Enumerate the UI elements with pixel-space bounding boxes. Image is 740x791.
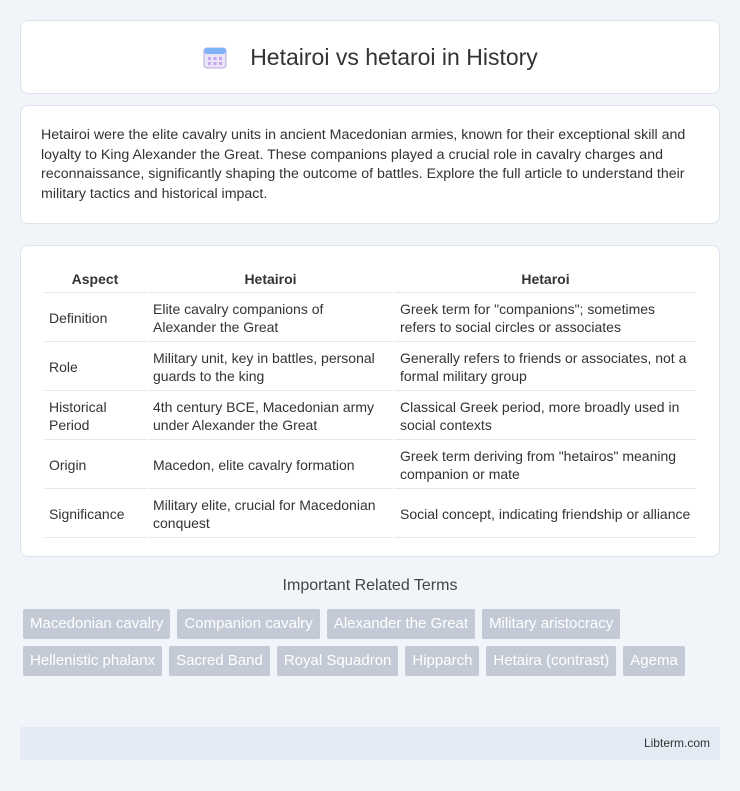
table-row bbox=[44, 344, 696, 391]
related-term-tag[interactable]: Agema bbox=[623, 646, 685, 676]
related-term-tag[interactable]: Hipparch bbox=[405, 646, 479, 676]
table-cell: Generally refers to friends or associates, not a formal military group bbox=[395, 344, 696, 391]
intro-card bbox=[20, 105, 720, 224]
footer bbox=[20, 727, 720, 760]
table-row bbox=[44, 442, 696, 489]
related-term-tag[interactable]: Military aristocracy bbox=[482, 609, 620, 639]
related-terms-list bbox=[23, 609, 723, 676]
related-term-tag[interactable]: Royal Squadron bbox=[277, 646, 399, 676]
table-cell: Elite cavalry companions of Alexander the Great bbox=[148, 295, 393, 342]
table-cell: Greek term deriving from "hetairos" meaning companion or mate bbox=[395, 442, 696, 489]
table-row bbox=[44, 295, 696, 342]
footer-site-link[interactable]: Libterm.com bbox=[643, 736, 710, 750]
page-title: Hetairoi vs hetaroi in History bbox=[250, 43, 538, 70]
related-terms-title: Important Related Terms bbox=[282, 577, 458, 594]
related-term-tag[interactable]: Hellenistic phalanx bbox=[23, 646, 162, 676]
column-header: Hetaroi bbox=[395, 266, 696, 293]
table-cell: Definition bbox=[44, 295, 146, 342]
header-card bbox=[20, 20, 720, 94]
column-header: Aspect bbox=[44, 266, 146, 293]
table-cell: Greek term for "companions"; sometimes refers to social circles or associates bbox=[395, 295, 696, 342]
table-cell: 4th century BCE, Macedonian army under Alexander the Great bbox=[148, 393, 393, 440]
related-term-tag[interactable]: Alexander the Great bbox=[327, 609, 475, 639]
related-term-tag[interactable]: Companion cavalry bbox=[177, 609, 319, 639]
table-cell: Historical Period bbox=[44, 393, 146, 440]
related-term-tag[interactable]: Macedonian cavalry bbox=[23, 609, 170, 639]
comparison-table bbox=[42, 264, 698, 540]
table-cell: Role bbox=[44, 344, 146, 391]
table-cell: Significance bbox=[44, 491, 146, 538]
table-cell: Social concept, indicating friendship or alliance bbox=[395, 491, 696, 538]
related-term-tag[interactable]: Hetaira (contrast) bbox=[486, 646, 616, 676]
column-header: Hetairoi bbox=[148, 266, 393, 293]
comparison-table-card bbox=[20, 245, 720, 557]
table-row bbox=[44, 491, 696, 538]
table-cell: Classical Greek period, more broadly used in social contexts bbox=[395, 393, 696, 440]
intro-text: Hetairoi were the elite cavalry units in ancient Macedonian armies, known for their exceptional skill and loyalty to King Alexander the Great. These companions played a crucial role in cavalry charges and reconnaissance, significantly shaping the outcome of battles. Explore the full article to understand their military tactics and historical impact. bbox=[41, 127, 686, 202]
related-term-tag[interactable]: Sacred Band bbox=[169, 646, 270, 676]
table-header-row bbox=[44, 266, 696, 293]
table-cell: Macedon, elite cavalry formation bbox=[148, 442, 393, 489]
table-cell: Origin bbox=[44, 442, 146, 489]
table-cell: Military unit, key in battles, personal guards to the king bbox=[148, 344, 393, 391]
calendar-icon bbox=[202, 44, 228, 70]
table-cell: Military elite, crucial for Macedonian conquest bbox=[148, 491, 393, 538]
table-row bbox=[44, 393, 696, 440]
